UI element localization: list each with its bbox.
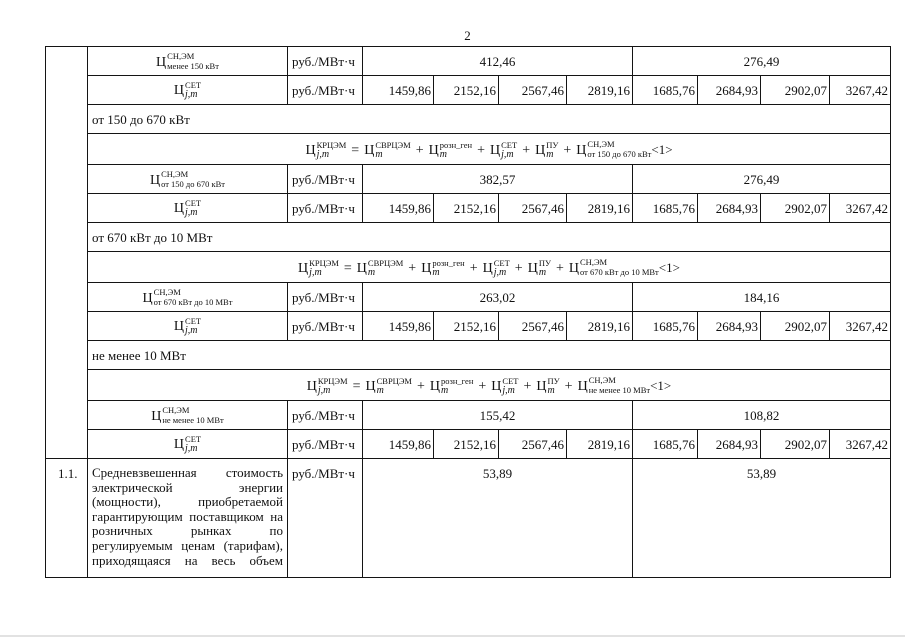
symbol-scripts — [494, 258, 510, 278]
value-cell: 2152,16 — [434, 430, 499, 459]
symbol-superscript: СН,ЭМ — [587, 138, 615, 149]
price-symbol — [528, 258, 551, 278]
symbol-superscript: ПУ — [538, 257, 551, 268]
price-symbol — [150, 169, 225, 189]
description-line: регулируемым ценам (тарифам), — [92, 537, 283, 553]
symbol-base: Ц — [535, 142, 546, 158]
formula-cell — [88, 134, 891, 165]
value-cell: 2902,07 — [761, 312, 830, 341]
symbol-base: Ц — [305, 142, 316, 158]
description-line: розничных рынках по — [92, 523, 283, 539]
symbol-subscript: не менее 10 МВт — [162, 415, 224, 425]
value-cell: 1459,86 — [363, 76, 434, 105]
value-cell: 2902,07 — [761, 76, 830, 105]
formula-row — [46, 252, 891, 283]
symbol-superscript: СН,ЭМ — [167, 51, 195, 61]
symbol-superscript: ПУ — [547, 375, 560, 386]
symbol-superscript: КРЦЭМ — [309, 257, 339, 268]
formula-operator: + — [416, 378, 425, 394]
symbol-base: Ц — [490, 142, 501, 158]
symbol-scripts — [309, 258, 339, 278]
value-cell-merged: 263,02 — [363, 283, 633, 312]
blank-number-cell — [46, 47, 88, 459]
symbol-scripts — [375, 140, 410, 160]
symbol-base: Ц — [173, 437, 185, 452]
description-line: гарантирующим поставщиком на — [92, 508, 283, 524]
section-heading: от 150 до 670 кВт — [88, 105, 891, 134]
symbol-subscript: m — [439, 148, 447, 160]
section-heading-row — [46, 341, 891, 370]
price-symbol — [429, 140, 472, 160]
section-heading-row — [46, 105, 891, 134]
item-row — [46, 459, 891, 578]
symbol-subscript: j,m — [502, 384, 515, 396]
tariff-row — [46, 283, 891, 312]
tariff-row — [46, 401, 891, 430]
formula-operator: + — [477, 142, 485, 158]
formula-operator: + — [514, 260, 523, 276]
symbol-base: Ц — [365, 378, 376, 394]
description-line: (мощности), приобретаемой — [92, 494, 283, 510]
symbol-subscript: от 150 до 670 кВт — [587, 148, 652, 159]
symbol-subscript: m — [538, 266, 547, 278]
value-cell: 2684,93 — [698, 76, 761, 105]
value-cell: 1685,76 — [633, 312, 698, 341]
value-cell: 2819,16 — [567, 312, 633, 341]
symbol-superscript: СЕТ — [185, 198, 202, 208]
section-heading: от 670 кВт до 10 МВт — [88, 223, 891, 252]
symbol-subscript: m — [432, 266, 440, 278]
value-cell: 2567,46 — [499, 76, 567, 105]
value-cell: 2567,46 — [499, 312, 567, 341]
value-cell: 1685,76 — [633, 194, 698, 223]
value-cell-merged: 155,42 — [363, 401, 633, 430]
value-cell: 2567,46 — [499, 194, 567, 223]
symbol-scripts — [167, 51, 219, 71]
symbol-superscript: СН,ЭМ — [161, 169, 189, 179]
tariff-table-body — [46, 47, 891, 578]
symbol-scripts — [368, 258, 403, 278]
value-cell: 1685,76 — [633, 430, 698, 459]
price-symbol — [536, 376, 559, 396]
symbol-scripts — [154, 287, 233, 307]
symbol-superscript: КРЦЭМ — [317, 375, 348, 386]
symbol-superscript: СН,ЭМ — [153, 287, 181, 297]
symbol-superscript: СВРЦЭМ — [376, 375, 412, 386]
parameter-cell — [88, 312, 288, 341]
symbol-superscript: СН,ЭМ — [588, 374, 616, 385]
price-symbol — [578, 375, 651, 395]
value-cell: 3267,42 — [830, 76, 891, 105]
symbol-scripts — [185, 80, 201, 100]
symbol-base: Ц — [173, 319, 185, 334]
formula-operator: = — [343, 260, 352, 276]
price-symbol — [156, 51, 219, 71]
symbol-subscript: j,m — [185, 207, 198, 218]
symbol-subscript: m — [375, 148, 383, 160]
value-cell: 2684,93 — [698, 430, 761, 459]
symbol-scripts — [377, 376, 412, 396]
symbol-base: Ц — [429, 378, 441, 394]
symbol-subscript: j,m — [185, 325, 198, 336]
value-cell-merged: 276,49 — [633, 165, 891, 194]
symbol-base: Ц — [421, 260, 432, 276]
symbol-subscript: от 150 до 670 кВт — [161, 179, 226, 189]
formula-operator: + — [564, 378, 573, 394]
footnote-ref: <1> — [651, 141, 673, 157]
formula-row — [46, 134, 891, 165]
symbol-superscript: СВРЦЭМ — [367, 257, 404, 268]
value-cell: 2684,93 — [698, 312, 761, 341]
symbol-base: Ц — [151, 409, 162, 424]
symbol-base: Ц — [568, 260, 580, 276]
symbol-scripts — [185, 316, 201, 336]
value-cell-merged: 53,89 — [633, 459, 891, 578]
symbol-subscript: от 670 кВт до 10 МВт — [153, 297, 233, 307]
item-description — [88, 459, 288, 578]
symbol-base: Ц — [149, 173, 161, 188]
formula-operator: = — [352, 378, 361, 394]
symbol-scripts — [589, 375, 650, 395]
price-symbol — [357, 258, 404, 278]
symbol-superscript: СЕТ — [501, 139, 518, 150]
value-cell: 3267,42 — [830, 194, 891, 223]
unit-cell: руб./МВт·ч — [288, 430, 363, 459]
symbol-subscript: m — [546, 148, 554, 160]
symbol-base: Ц — [173, 201, 185, 216]
value-cell-merged: 382,57 — [363, 165, 633, 194]
symbol-superscript: КРЦЭМ — [316, 139, 347, 150]
unit-cell: руб./МВт·ч — [288, 283, 363, 312]
symbol-scripts — [502, 376, 518, 396]
formula-row — [46, 370, 891, 401]
value-cell: 2819,16 — [567, 76, 633, 105]
formula — [298, 257, 680, 278]
formula-operator: = — [351, 142, 360, 158]
symbol-superscript: СЕТ — [185, 80, 202, 90]
parameter-cell — [88, 194, 288, 223]
parameter-cell — [88, 401, 288, 430]
symbol-base: Ц — [364, 142, 375, 158]
symbol-subscript: j,m — [185, 89, 198, 100]
description-line: электрической энергии — [92, 479, 283, 495]
price-symbol — [365, 376, 412, 396]
symbol-scripts — [161, 169, 225, 189]
value-cell-merged: 53,89 — [363, 459, 633, 578]
symbol-scripts — [548, 376, 560, 396]
symbol-base: Ц — [576, 142, 587, 158]
symbol-base: Ц — [527, 260, 538, 276]
symbol-subscript: j,m — [493, 266, 507, 278]
price-symbol — [490, 140, 517, 160]
price-symbol — [576, 139, 651, 159]
symbol-superscript: розн_ген — [432, 257, 465, 268]
symbol-subscript: m — [547, 384, 555, 396]
tariff-row — [46, 194, 891, 223]
parameter-cell — [88, 165, 288, 194]
price-symbol — [483, 258, 510, 278]
price-symbol — [364, 140, 411, 160]
value-cell: 2902,07 — [761, 430, 830, 459]
item-number: 1.1. — [46, 459, 88, 578]
price-symbol — [151, 405, 224, 425]
symbol-scripts — [441, 376, 473, 396]
formula-operator: + — [523, 378, 532, 394]
formula-operator: + — [408, 260, 417, 276]
formula — [305, 139, 672, 160]
price-symbol — [174, 316, 201, 336]
price-symbol — [298, 258, 339, 278]
symbol-base: Ц — [173, 83, 185, 98]
symbol-superscript: СН,ЭМ — [162, 405, 190, 415]
value-cell-merged: 108,82 — [633, 401, 891, 430]
symbol-base: Ц — [156, 55, 167, 70]
price-symbol — [491, 376, 518, 396]
description-line: приходящаяся на весь объем — [92, 552, 283, 568]
formula-cell — [88, 252, 891, 283]
symbol-subscript: j,m — [185, 443, 198, 454]
symbol-base: Ц — [298, 260, 309, 276]
symbol-superscript: СЕТ — [185, 316, 202, 326]
description-line: Средневзвешенная стоимость — [92, 465, 283, 480]
value-cell: 1459,86 — [363, 430, 434, 459]
value-cell: 1459,86 — [363, 194, 434, 223]
symbol-superscript: СЕТ — [493, 257, 510, 268]
formula-operator: + — [469, 260, 478, 276]
symbol-scripts — [185, 434, 201, 454]
formula-operator: + — [555, 260, 564, 276]
formula-operator: + — [522, 142, 531, 158]
formula — [307, 375, 672, 396]
tariff-row — [46, 165, 891, 194]
value-cell-merged: 276,49 — [633, 47, 891, 76]
value-cell-merged: 412,46 — [363, 47, 633, 76]
value-cell: 2152,16 — [434, 194, 499, 223]
symbol-superscript: розн_ген — [441, 375, 474, 386]
value-cell: 2567,46 — [499, 430, 567, 459]
symbol-scripts — [318, 376, 348, 396]
formula-operator: + — [478, 378, 487, 394]
symbol-subscript: не менее 10 МВт — [588, 384, 651, 395]
symbol-base: Ц — [356, 260, 367, 276]
formula-operator: + — [415, 142, 424, 158]
price-symbol — [430, 376, 473, 396]
page-number: 2 — [464, 28, 471, 43]
symbol-subscript: от 670 кВт до 10 МВт — [580, 266, 659, 277]
symbol-base: Ц — [577, 378, 588, 394]
symbol-scripts — [539, 258, 551, 278]
value-cell: 2819,16 — [567, 194, 633, 223]
value-cell: 3267,42 — [830, 430, 891, 459]
symbol-scripts — [587, 139, 651, 159]
price-symbol — [174, 434, 201, 454]
symbol-subscript: j,m — [317, 384, 331, 396]
symbol-base: Ц — [536, 378, 547, 394]
value-cell: 1459,86 — [363, 312, 434, 341]
symbol-subscript: j,m — [316, 148, 330, 160]
symbol-subscript: m — [367, 266, 376, 278]
parameter-cell — [88, 76, 288, 105]
price-symbol — [421, 258, 464, 278]
tariff-row — [46, 312, 891, 341]
price-symbol — [535, 140, 558, 160]
parameter-cell — [88, 47, 288, 76]
price-symbol — [174, 198, 201, 218]
unit-cell: руб./МВт·ч — [288, 76, 363, 105]
value-cell: 2684,93 — [698, 194, 761, 223]
price-symbol — [307, 376, 348, 396]
unit-cell: руб./МВт·ч — [288, 47, 363, 76]
tariff-table — [45, 46, 891, 578]
value-cell: 3267,42 — [830, 312, 891, 341]
parameter-cell — [88, 430, 288, 459]
symbol-base: Ц — [306, 378, 317, 394]
symbol-base: Ц — [428, 142, 439, 158]
symbol-base: Ц — [482, 260, 493, 276]
unit-cell: руб./МВт·ч — [288, 312, 363, 341]
tariff-row — [46, 76, 891, 105]
section-heading: не менее 10 МВт — [88, 341, 891, 370]
formula-cell — [88, 370, 891, 401]
symbol-scripts — [501, 140, 517, 160]
parameter-cell — [88, 283, 288, 312]
formula-operator: + — [563, 142, 572, 158]
symbol-superscript: СВРЦЭМ — [375, 139, 411, 150]
symbol-subscript: m — [441, 384, 449, 396]
symbol-scripts — [317, 140, 347, 160]
symbol-superscript: ПУ — [546, 139, 559, 150]
unit-cell: руб./МВт·ч — [288, 194, 363, 223]
symbol-scripts — [185, 198, 201, 218]
value-cell: 2152,16 — [434, 312, 499, 341]
symbol-scripts — [580, 257, 659, 277]
value-cell: 2902,07 — [761, 194, 830, 223]
tariff-row — [46, 430, 891, 459]
unit-cell: руб./МВт·ч — [288, 459, 363, 578]
symbol-base: Ц — [142, 291, 153, 306]
unit-cell: руб./МВт·ч — [288, 401, 363, 430]
symbol-subscript: менее 150 кВт — [167, 61, 219, 71]
symbol-scripts — [546, 140, 558, 160]
symbol-superscript: розн_ген — [439, 139, 473, 150]
value-cell: 1685,76 — [633, 76, 698, 105]
symbol-subscript: j,m — [309, 266, 322, 278]
scan-edge — [0, 635, 905, 637]
unit-cell: руб./МВт·ч — [288, 165, 363, 194]
symbol-scripts — [162, 405, 223, 425]
footnote-ref: <1> — [650, 377, 672, 393]
value-cell: 2152,16 — [434, 76, 499, 105]
tariff-row — [46, 47, 891, 76]
symbol-scripts — [432, 258, 464, 278]
value-cell: 2819,16 — [567, 430, 633, 459]
symbol-base: Ц — [491, 378, 502, 394]
symbol-subscript: m — [376, 384, 384, 396]
footnote-ref: <1> — [658, 259, 680, 275]
price-symbol — [143, 287, 233, 307]
symbol-superscript: СН,ЭМ — [580, 256, 608, 267]
price-symbol — [174, 80, 201, 100]
section-heading-row — [46, 223, 891, 252]
symbol-scripts — [440, 140, 472, 160]
symbol-superscript: СЕТ — [502, 375, 519, 386]
symbol-superscript: СЕТ — [185, 434, 202, 444]
price-symbol — [305, 140, 346, 160]
price-symbol — [569, 257, 659, 277]
symbol-subscript: j,m — [501, 148, 514, 160]
value-cell-merged: 184,16 — [633, 283, 891, 312]
